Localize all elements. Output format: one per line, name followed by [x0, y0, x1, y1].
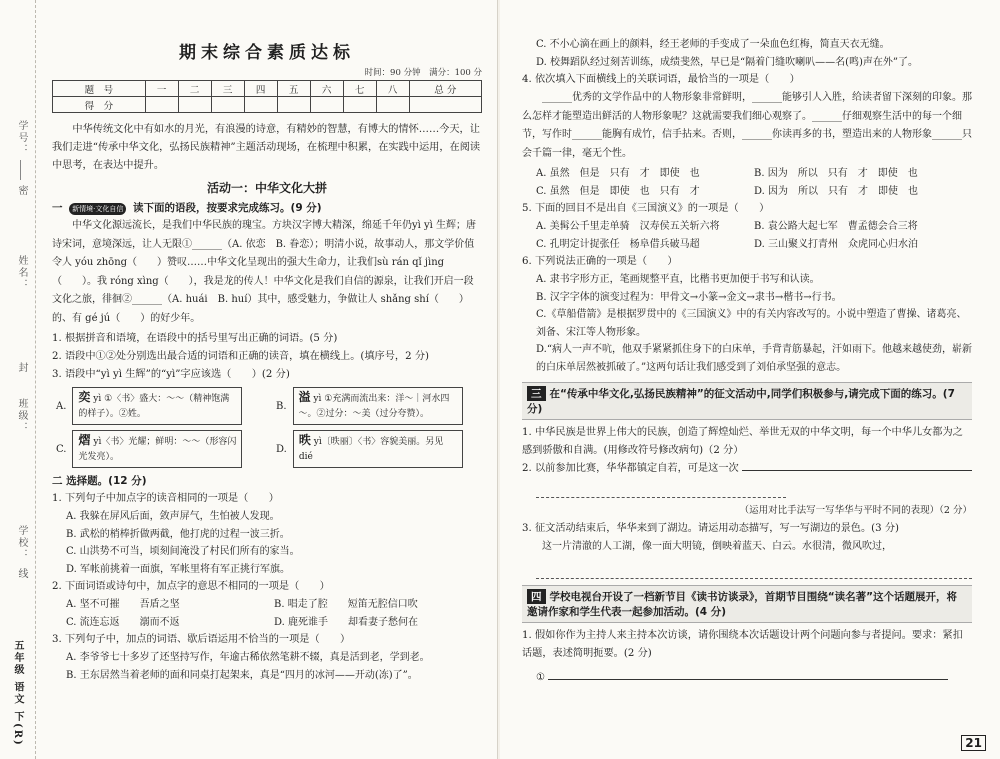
score-input[interactable] — [409, 97, 481, 113]
answer-option[interactable]: D. 三山聚义打青州 众虎同心归水泊 — [754, 238, 919, 250]
score-cell: 一 — [145, 81, 178, 97]
entry-text: yì ①〈书〉盛大：～～（精神饱满的样子）。②姓。 — [78, 394, 230, 419]
score-input[interactable] — [211, 97, 244, 113]
activity-title: 活动一：中华文化大拼 — [206, 181, 327, 195]
score-header-row — [53, 81, 482, 97]
question: 5. 下面的回目不是出自《三国演义》的一项是（ ） — [522, 203, 770, 214]
dictionary-options — [52, 387, 482, 468]
book-label: 五年级 语文 下(R) — [12, 640, 23, 747]
school-label: 学校： — [16, 525, 27, 561]
question — [522, 460, 972, 478]
score-cell: 总 分 — [409, 81, 481, 97]
answer-option[interactable]: A. 坚不可摧 吾盾之坚 — [66, 599, 180, 610]
answer-option[interactable]: B. 袁公路大起七军 曹孟德会合三将 — [754, 221, 918, 232]
reading-passage: 中华文化源远流长，是我们中华民族的瑰宝。方块汉字博大精深，绵延千年仍yì yì 生辉；唐诗宋词，意境深远，让人无限①______（A. 依恋 B. 眷恋）；明清小说，故事动人，那文学价值令人 yóu zhōng（ ）赞叹……中华文化呈现出的强大生命力，让我们sù rán qǐ jìng（ ）。我 róng xìng（ ），我是龙的传人！中华文化是我们自信的源泉，让我们开启一段文化之旅，徘徊②______（A. huái B. huí）其中，感受魅力，争做让人 shǎng shí（ ）的、有 gé jú（ ）的好少年。 — [52, 220, 477, 324]
entry-word: 奕 — [78, 390, 91, 404]
score-input[interactable] — [277, 97, 310, 113]
score-cell: 六 — [310, 81, 343, 97]
dictionary-option-d[interactable] — [276, 430, 482, 468]
score-cell: 四 — [244, 81, 277, 97]
page-title: 期末综合素质达标 — [179, 43, 355, 63]
intro-paragraph: 中华传统文化中有如水的月光，有浪漫的诗意，有精妙的智慧，有博大的情怀……今天，让我们走进“传承中华文化，弘扬民族精神”主题活动现场，在梳理中积累，在实践中运用，在阅读中思考，在表达中提升。 — [52, 124, 481, 171]
answer-options — [522, 218, 972, 253]
entry-text: yì〔昳丽〕〈书〉容貌美丽。另见 dié — [298, 437, 444, 462]
dictionary-option-c[interactable] — [56, 430, 262, 468]
seal-mark-1: 密 — [16, 185, 27, 197]
answer-option[interactable]: C.《草船借箭》是根据罗贯中的《三国演义》中的有关内容改写的。小说中塑造了曹操、诸葛亮、刘备、宋江等人物形象。 — [536, 309, 967, 338]
page-number: 21 — [961, 735, 986, 751]
answer-option[interactable]: C. 孔明定计捉张任 杨阜借兵破马超 — [536, 238, 700, 250]
seal-mark-2: 封 — [16, 362, 27, 374]
question: 1. 假如你作为主持人来主持本次访谈，请你围绕本次话题设计两个问题向参与者提问。要求：紧扣话题，表述简明扼要。(2 分) — [522, 629, 963, 659]
entry-text: yì〈书〉光耀；鲜明：～～（形容闪光发亮）。 — [78, 437, 237, 462]
question: 1. 中华民族是世界上伟大的民族，创造了辉煌灿烂、举世无双的中华文明，每一个中华儿女都为之感到骄傲和自满。(用修改符号修改病句)（2 分） — [522, 427, 963, 456]
student-id-label: 学号： — [16, 120, 27, 156]
answer-option[interactable]: B. 因为 所以 只有 才 即使 也 — [754, 168, 918, 179]
time-score-info: 时间：90 分钟 满分：100 分 — [364, 68, 482, 78]
answer-option[interactable]: A. 美髯公千里走单骑 汉寿侯五关斩六将 — [536, 221, 720, 232]
answer-option[interactable]: A. 隶书字形方正，笔画规整平直，比楷书更加便于书写和认读。 — [536, 274, 820, 285]
score-cell: 得 分 — [53, 97, 146, 113]
answer-option[interactable]: D.“病人一声不吭，他双手紧紧抓住身下的白床单，手背青筋暴起，汗如雨下。他越来越使劲，崭新的白床单居然被抓破了。”这两句话让我们感受到了刘伯承坚强的意志。 — [536, 344, 972, 373]
entry-word: 溢 — [298, 390, 311, 404]
seal-mark-3: 线 — [16, 568, 27, 580]
score-cell: 题 号 — [53, 81, 146, 97]
answer-option[interactable]: B. 王东居然当着老师的面和同桌打起架来，真是“四月的冰河——开动(冻)了”。 — [66, 669, 418, 681]
dictionary-entry — [293, 430, 463, 468]
score-cell: 三 — [211, 81, 244, 97]
right-page — [500, 0, 1000, 759]
section-instruction: 在“传承中华文化,弘扬民族精神”的征文活动中,同学们积极参与,请完成下面的练习。(7分) — [527, 388, 955, 415]
answer-options — [52, 596, 482, 631]
binding-sidebar — [0, 0, 36, 759]
section-number: 三 — [527, 386, 546, 401]
right-content — [522, 36, 972, 687]
section-3-heading — [522, 382, 972, 420]
answer-option[interactable]: B. 汉字字体的演变过程为：甲骨文→小篆→金文→隶书→楷书→行书。 — [536, 291, 842, 303]
question: 1. 下列句子中加点字的读音相同的一项是（ ） — [52, 493, 279, 504]
answer-row — [522, 669, 972, 687]
answer-option[interactable]: D. 校舞蹈队经过刻苦训练，成绩斐然，早已是“隔着门缝吹喇叭——名(鸣)声在外”了。 — [536, 56, 919, 68]
entry-word: 熠 — [78, 433, 91, 447]
section-2-heading — [52, 473, 482, 488]
score-input[interactable] — [343, 97, 376, 113]
question-note: （运用对比手法写一写华华与平时不同的表现）（2 分） — [739, 505, 972, 516]
answer-option[interactable]: B. 武松的梢棒折做两截，他打虎的过程一波三折。 — [66, 528, 290, 540]
question: 4. 依次填入下面横线上的关联词语，最恰当的一项是（ ） — [522, 74, 800, 85]
option-letter: B. — [276, 400, 287, 412]
section-4-heading — [522, 585, 972, 623]
section-1-heading — [52, 200, 482, 215]
id-line — [20, 160, 21, 180]
context-tag: 新情境·文化自信 — [69, 203, 126, 215]
score-input[interactable] — [376, 97, 409, 113]
answer-option[interactable]: C. 流连忘返 溺而不返 — [66, 616, 180, 628]
answer-option[interactable]: D. 鹿死谁手 却看妻子愁何在 — [274, 616, 419, 628]
question: 6. 下列说法正确的一项是（ ） — [522, 256, 678, 267]
section-number: 一 — [52, 202, 63, 214]
score-value-row — [53, 97, 482, 113]
dictionary-entry — [293, 387, 463, 425]
left-content — [52, 38, 482, 684]
answer-marker: ① — [536, 671, 546, 683]
answer-option[interactable]: C. 虽然 但是 即使 也 只有 才 — [536, 185, 700, 197]
option-letter: C. — [56, 443, 67, 455]
question-passage: 这一片清澈的人工湖，像一面大明镜，倒映着蓝天、白云。水很清，微风吹过， — [542, 541, 892, 552]
answer-line[interactable] — [536, 478, 786, 498]
section-instruction: 读下面的语段，按要求完成练习。(9 分) — [133, 202, 322, 214]
question: 3. 语段中“yì yì 生辉”的“yì”字应该选（ ）(2 分) — [52, 369, 290, 380]
question-text: 2. 以前参加比赛，华华都镇定自若，可是这一次 — [522, 463, 739, 474]
question-passage: ______优秀的文学作品中的人物形象非常鲜明，______能够引人入胜，给读者留下深刻的印象。那么怎样才能塑造出鲜活的人物形象呢？这就需要我们细心观察了。______仔细观察生活中的每一个细节，写作时______能胸有成竹，信手拈来。否则，______你读再多的书，塑造出来的人物形象______只会千篇一律，毫无个性。 — [522, 92, 972, 159]
answer-option[interactable]: C. 山洪势不可当，顷刻间淹没了村民们所有的家当。 — [66, 546, 300, 557]
score-input[interactable] — [178, 97, 211, 113]
answer-line[interactable] — [536, 559, 972, 579]
question: 1. 根据拼音和语境，在语段中的括号里写出正确的词语。(5 分) — [52, 333, 338, 344]
answer-option[interactable]: A. 李爷爷七十多岁了还坚持写作，年逾古稀依然笔耕不辍，真是活到老，学到老。 — [66, 652, 430, 663]
answer-option[interactable]: D. 军帐前挑着一面旗，军帐里将有军正挑行军旗。 — [66, 563, 291, 575]
name-label: 姓名： — [16, 255, 27, 291]
dictionary-option-b[interactable] — [276, 387, 482, 425]
score-cell: 七 — [343, 81, 376, 97]
dictionary-entry — [72, 387, 242, 425]
answer-option[interactable]: D. 因为 所以 只有 才 即使 也 — [754, 185, 919, 197]
score-cell: 二 — [178, 81, 211, 97]
section-instruction: 选择题。(12 分) — [66, 475, 147, 487]
answer-option[interactable]: B. 唱走了腔 短笛无腔信口吹 — [274, 599, 418, 610]
answer-option[interactable]: A. 虽然 但是 只有 才 即使 也 — [536, 168, 700, 179]
answer-option[interactable]: C. 不小心滴在画上的颜料，经王老师的手变成了一朵血色红梅，简直天衣无缝。 — [536, 39, 890, 50]
score-table — [52, 80, 482, 113]
entry-text: yì ①充满而流出来：洋～｜河水四～。②过分：～美（过分夸赞）。 — [298, 394, 450, 419]
option-letter: D. — [276, 443, 287, 455]
question: 3. 征文活动结束后，华华来到了湖边。请运用动态描写，写一写湖边的景色。(3 分) — [522, 523, 899, 534]
score-input[interactable] — [145, 97, 178, 113]
dictionary-option-a[interactable] — [56, 387, 262, 425]
answer-option[interactable]: A. 我躲在屏风后面，敛声屏气，生怕被人发现。 — [66, 511, 280, 522]
dictionary-entry — [72, 430, 242, 468]
class-label: 班级： — [16, 398, 27, 434]
answer-blank[interactable] — [742, 470, 972, 471]
score-cell: 五 — [277, 81, 310, 97]
answer-options — [522, 165, 972, 200]
entry-word: 昳 — [298, 433, 311, 447]
section-number: 四 — [527, 589, 546, 604]
question: 3. 下列句子中，加点的词语、歇后语运用不恰当的一项是（ ） — [52, 634, 351, 645]
score-cell: 八 — [376, 81, 409, 97]
question: 2. 语段中①②处分别选出最合适的词语和正确的读音，填在横线上。(填序号，2 分) — [52, 351, 429, 362]
section-instruction: 学校电视台开设了一档新节目《读书访谈录》，首期节目围绕“读名著”这个话题展开，将邀请作家和学生代表一起参加活动。(4 分) — [527, 590, 958, 618]
score-input[interactable] — [244, 97, 277, 113]
answer-blank[interactable] — [548, 679, 948, 680]
option-letter: A. — [56, 400, 67, 412]
score-input[interactable] — [310, 97, 343, 113]
section-number: 二 — [52, 475, 63, 487]
question: 2. 下面词语或诗句中，加点字的意思不相同的一项是（ ） — [52, 581, 330, 592]
left-page — [0, 0, 498, 759]
